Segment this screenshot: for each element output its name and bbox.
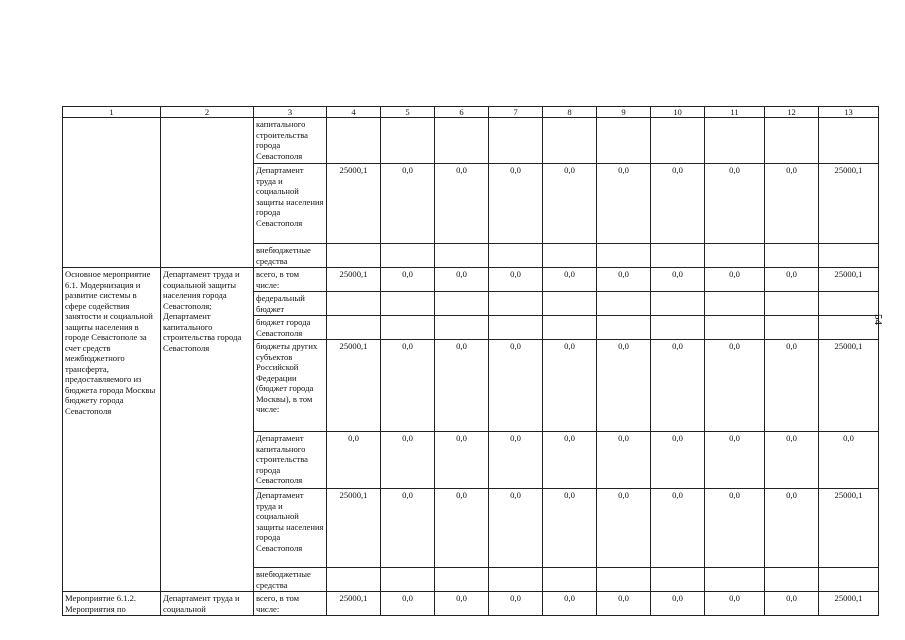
value-cell — [381, 118, 435, 164]
value-cell: 0,0 — [651, 432, 705, 489]
value-cell: 0,0 — [435, 164, 489, 244]
table-row — [63, 268, 879, 292]
value-cell: 0,0 — [381, 340, 435, 432]
value-cell — [705, 118, 765, 164]
funding-source-cell: бюджет города Севастополя — [254, 316, 327, 340]
value-cell — [705, 316, 765, 340]
column-header: 9 — [597, 107, 651, 118]
value-cell: 0,0 — [597, 489, 651, 568]
value-cell: 25000,1 — [327, 592, 381, 616]
value-cell — [381, 316, 435, 340]
value-cell — [489, 244, 543, 268]
value-cell — [597, 568, 651, 592]
value-cell — [327, 118, 381, 164]
value-cell — [327, 244, 381, 268]
value-cell — [435, 316, 489, 340]
value-cell: 0,0 — [543, 489, 597, 568]
value-cell — [435, 568, 489, 592]
value-cell — [597, 118, 651, 164]
value-cell — [765, 316, 819, 340]
value-cell: 0,0 — [597, 340, 651, 432]
value-cell — [819, 244, 879, 268]
value-cell: 25000,1 — [327, 268, 381, 292]
table-row — [63, 118, 879, 164]
executor-cell — [161, 118, 254, 268]
value-cell — [543, 568, 597, 592]
value-cell: 0,0 — [543, 340, 597, 432]
value-cell: 0,0 — [765, 489, 819, 568]
value-cell: 0,0 — [543, 432, 597, 489]
value-cell: 0,0 — [651, 164, 705, 244]
column-header: 12 — [765, 107, 819, 118]
value-cell: 0,0 — [381, 268, 435, 292]
table-row — [63, 592, 879, 616]
value-cell — [435, 118, 489, 164]
value-cell: 25000,1 — [819, 592, 879, 616]
value-cell: 0,0 — [543, 268, 597, 292]
value-cell — [381, 568, 435, 592]
column-header: 10 — [651, 107, 705, 118]
column-header: 5 — [381, 107, 435, 118]
value-cell — [819, 292, 879, 316]
value-cell: 0,0 — [705, 164, 765, 244]
value-cell: 0,0 — [705, 340, 765, 432]
value-cell: 0,0 — [597, 164, 651, 244]
executor-cell: Департамент труда и социальной — [161, 592, 254, 616]
value-cell: 0,0 — [651, 340, 705, 432]
value-cell: 0,0 — [381, 592, 435, 616]
budget-table — [62, 106, 879, 616]
column-header: 8 — [543, 107, 597, 118]
value-cell: 0,0 — [597, 432, 651, 489]
value-cell — [489, 316, 543, 340]
value-cell — [651, 244, 705, 268]
value-cell — [489, 292, 543, 316]
funding-source-cell: федеральный бюджет — [254, 292, 327, 316]
value-cell: 0,0 — [435, 432, 489, 489]
value-cell: 0,0 — [705, 268, 765, 292]
value-cell: 0,0 — [651, 592, 705, 616]
value-cell: 0,0 — [765, 432, 819, 489]
value-cell — [543, 292, 597, 316]
funding-source-cell: Департамент труда и социальной защиты населения города Севастополя — [254, 489, 327, 568]
value-cell — [543, 244, 597, 268]
value-cell: 25000,1 — [819, 268, 879, 292]
value-cell: 0,0 — [765, 592, 819, 616]
value-cell: 0,0 — [489, 592, 543, 616]
value-cell: 0,0 — [543, 164, 597, 244]
value-cell: 25000,1 — [327, 489, 381, 568]
value-cell — [597, 316, 651, 340]
value-cell: 0,0 — [489, 164, 543, 244]
value-cell: 0,0 — [327, 432, 381, 489]
value-cell: 25000,1 — [327, 340, 381, 432]
funding-source-cell: всего, в том числе: — [254, 268, 327, 292]
value-cell — [435, 292, 489, 316]
value-cell — [327, 292, 381, 316]
value-cell: 25000,1 — [819, 164, 879, 244]
value-cell — [705, 292, 765, 316]
column-header: 6 — [435, 107, 489, 118]
value-cell: 0,0 — [705, 592, 765, 616]
value-cell — [705, 568, 765, 592]
value-cell: 0,0 — [705, 489, 765, 568]
value-cell: 0,0 — [597, 592, 651, 616]
funding-source-cell: Департамент капитального строительства города Севастополя — [254, 432, 327, 489]
value-cell: 25000,1 — [327, 164, 381, 244]
funding-source-cell: капитального строительства города Севастополя — [254, 118, 327, 164]
value-cell: 25000,1 — [819, 340, 879, 432]
value-cell — [327, 316, 381, 340]
column-header: 4 — [327, 107, 381, 118]
value-cell: 0,0 — [381, 164, 435, 244]
value-cell — [705, 244, 765, 268]
value-cell — [651, 316, 705, 340]
value-cell: 0,0 — [765, 340, 819, 432]
value-cell: 0,0 — [435, 268, 489, 292]
value-cell: 0,0 — [489, 268, 543, 292]
value-cell — [651, 118, 705, 164]
value-cell — [765, 568, 819, 592]
value-cell: 0,0 — [381, 432, 435, 489]
value-cell — [765, 118, 819, 164]
value-cell — [489, 568, 543, 592]
executor-cell: Департамент труда и социальной защиты населения города Севастополя; Департамент капитального строительства города Севастополя — [161, 268, 254, 592]
column-header: 1 — [63, 107, 161, 118]
value-cell — [651, 292, 705, 316]
value-cell — [543, 118, 597, 164]
value-cell — [381, 292, 435, 316]
value-cell: 0,0 — [597, 268, 651, 292]
value-cell: 0,0 — [489, 489, 543, 568]
page-number: 54 — [872, 314, 884, 325]
value-cell: 0,0 — [651, 268, 705, 292]
value-cell: 0,0 — [435, 592, 489, 616]
value-cell: 0,0 — [651, 489, 705, 568]
value-cell: 0,0 — [489, 340, 543, 432]
column-header: 2 — [161, 107, 254, 118]
value-cell — [819, 118, 879, 164]
column-header: 13 — [819, 107, 879, 118]
funding-source-cell: всего, в том числе: — [254, 592, 327, 616]
value-cell — [489, 118, 543, 164]
value-cell — [651, 568, 705, 592]
value-cell — [435, 244, 489, 268]
value-cell — [597, 244, 651, 268]
value-cell — [765, 292, 819, 316]
value-cell: 25000,1 — [819, 489, 879, 568]
funding-source-cell: Департамент труда и социальной защиты населения города Севастополя — [254, 164, 327, 244]
funding-source-cell: внебюджетные средства — [254, 244, 327, 268]
column-header: 3 — [254, 107, 327, 118]
activity-cell — [63, 118, 161, 268]
value-cell — [819, 568, 879, 592]
value-cell — [543, 316, 597, 340]
value-cell: 0,0 — [435, 340, 489, 432]
funding-source-cell: бюджеты других субъектов Российской Федерации (бюджет города Москвы), в том числе: — [254, 340, 327, 432]
value-cell: 0,0 — [381, 489, 435, 568]
value-cell — [381, 244, 435, 268]
value-cell: 0,0 — [819, 432, 879, 489]
value-cell — [819, 316, 879, 340]
column-header: 11 — [705, 107, 765, 118]
funding-source-cell: внебюджетные средства — [254, 568, 327, 592]
value-cell: 0,0 — [765, 268, 819, 292]
column-header: 7 — [489, 107, 543, 118]
value-cell — [327, 568, 381, 592]
value-cell — [597, 292, 651, 316]
header-row — [63, 107, 879, 118]
activity-cell: Основное мероприятие 6.1. Модернизация и развитие системы в сфере содействия занятости и социальной защиты населения в городе Севастополе за счет средств межбюджетного трансферта, предоставляемого из бюджета города Москвы бюджету города Севастополя — [63, 268, 161, 592]
value-cell: 0,0 — [705, 432, 765, 489]
value-cell — [765, 244, 819, 268]
activity-cell: Мероприятие 6.1.2. Мероприятия по — [63, 592, 161, 616]
value-cell: 0,0 — [765, 164, 819, 244]
value-cell: 0,0 — [543, 592, 597, 616]
value-cell: 0,0 — [435, 489, 489, 568]
value-cell: 0,0 — [489, 432, 543, 489]
